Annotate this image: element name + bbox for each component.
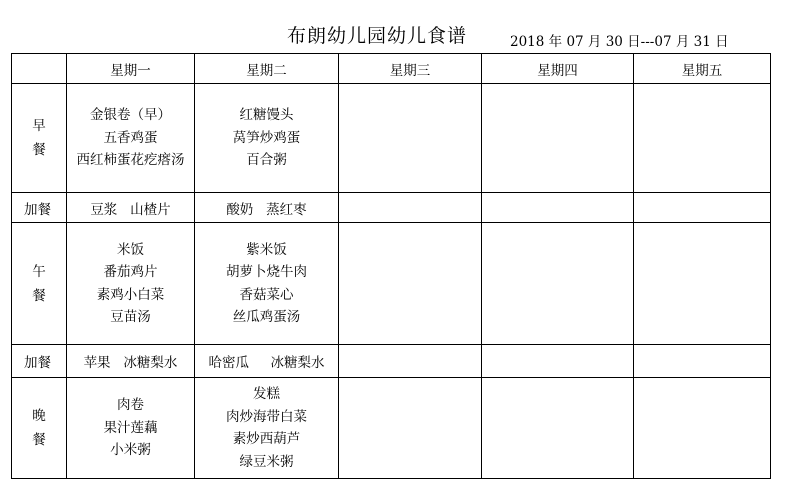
snack1-thu [482, 193, 634, 223]
dish-item: 香菇菜心 [239, 286, 294, 303]
dish-item: 肉卷 [117, 397, 144, 414]
snack2-label: 加餐 [12, 345, 67, 378]
dish-item: 金银卷（早） [90, 107, 171, 124]
snack2-wed [339, 345, 482, 378]
page-title: 布朗幼儿园幼儿食谱 [287, 25, 468, 47]
dish-item: 莴笋炒鸡蛋 [232, 129, 301, 146]
day-header-mon: 星期一 [67, 54, 195, 84]
dinner-fri [634, 378, 771, 479]
breakfast-row [12, 84, 771, 193]
dish-item: 百合粥 [246, 152, 287, 169]
lunch-thu [482, 223, 634, 345]
lunch-row [12, 223, 771, 345]
dish-item: 紫米饭 [246, 241, 287, 258]
lunch-fri [634, 223, 771, 345]
day-header-thu: 星期四 [482, 54, 634, 84]
corner-cell [12, 54, 67, 84]
snack1-tue: 酸奶 蒸红枣 [195, 193, 339, 223]
lunch-mon [67, 223, 195, 345]
dish-item: 豆苗汤 [110, 309, 151, 325]
header-row [12, 54, 771, 84]
dinner-thu [482, 378, 634, 479]
breakfast-tue [195, 84, 339, 193]
dish-item: 胡萝卜烧牛肉 [226, 264, 307, 280]
lunch-tue [195, 223, 339, 345]
lunch-wed [339, 223, 482, 345]
breakfast-mon [67, 84, 195, 193]
snack1-label: 加餐 [12, 193, 67, 223]
snack2-row [12, 345, 771, 378]
dish-item: 五香鸡蛋 [103, 129, 158, 146]
dish-item: 绿豆米粥 [239, 453, 294, 470]
snack1-row [12, 193, 771, 223]
dish-item: 红糖馒头 [239, 107, 294, 124]
day-header-wed: 星期三 [339, 54, 482, 84]
dish-item: 丝瓜鸡蛋汤 [232, 309, 301, 325]
dinner-row [12, 378, 771, 479]
dinner-mon [67, 378, 195, 479]
day-header-tue: 星期二 [195, 54, 339, 84]
snack1-fri [634, 193, 771, 223]
breakfast-label: 早 餐 [12, 84, 67, 193]
snack2-thu [482, 345, 634, 378]
dish-item: 发糕 [253, 386, 280, 402]
snack2-fri [634, 345, 771, 378]
snack1-wed [339, 193, 482, 223]
dish-item: 小米粥 [110, 442, 151, 459]
dish-item: 西红柿蛋花疙瘩汤 [76, 152, 185, 169]
breakfast-fri [634, 84, 771, 193]
snack1-mon: 豆浆 山楂片 [67, 193, 195, 223]
breakfast-wed [339, 84, 482, 193]
lunch-label: 午 餐 [12, 223, 67, 345]
day-header-fri: 星期五 [634, 54, 771, 84]
dish-item: 肉炒海带白菜 [226, 408, 307, 425]
dish-item: 素鸡小白菜 [96, 286, 165, 303]
dish-item: 果汁莲藕 [103, 419, 158, 436]
dish-item: 素炒西葫芦 [232, 431, 301, 447]
menu-table [11, 53, 771, 479]
dinner-tue [195, 378, 339, 479]
snack2-mon: 苹果 冰糖梨水 [67, 345, 195, 378]
dinner-wed [339, 378, 482, 479]
dinner-label: 晚 餐 [12, 378, 67, 479]
dish-item: 米饭 [117, 241, 144, 258]
snack2-tue: 哈密瓜 冰糖梨水 [195, 345, 339, 378]
breakfast-thu [482, 84, 634, 193]
date-range: 2018 年 07 月 30 日---07 月 31 日 [510, 34, 729, 50]
dish-item: 番茄鸡片 [103, 264, 158, 280]
